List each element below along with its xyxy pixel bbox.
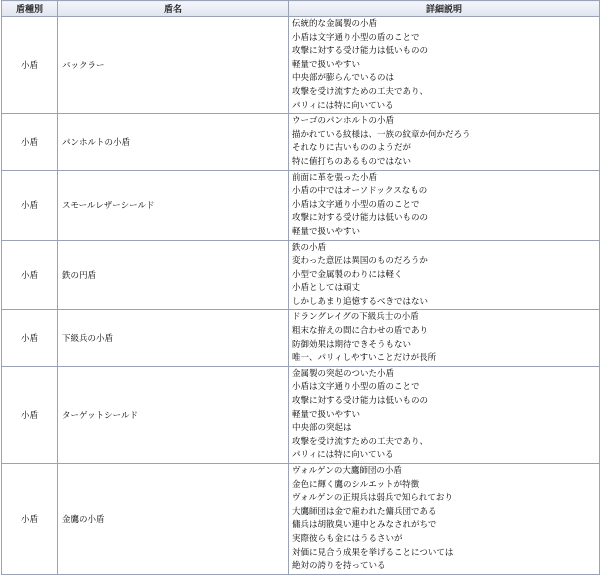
header-row (2, 1, 600, 17)
shield-type-cell: 小盾 (2, 240, 58, 310)
description-line: 金属製の突起のついた小盾 (292, 368, 395, 379)
shield-description-cell (289, 464, 600, 575)
description-line: 伝統的な金属製の小盾 (292, 19, 378, 29)
description-line: ヴォルゲンの大鷹師団の小盾 (292, 466, 402, 476)
description-line: 攻撃に対する受け能力は低いものの (292, 396, 429, 407)
description-line: 変わった意匠は異国のものだろうか (292, 256, 428, 267)
shield-description-cell (289, 17, 600, 114)
shield-description-cell (289, 310, 600, 366)
shield-type-cell: 小盾 (2, 310, 58, 366)
description-line: 唯一、パリィしやすいことだけが長所 (292, 353, 437, 364)
description-line: 攻撃を受け流すための工夫であり、 (292, 436, 429, 447)
table-row (2, 366, 600, 463)
table-row (2, 170, 600, 240)
description-line: 小型で金属製のわりには軽く (292, 269, 403, 280)
description-line: 中央部が膨らんでいるのは (292, 73, 395, 84)
description-line: 攻撃に対する受け能力は低いものの (292, 46, 429, 57)
description-line: 攻撃に対する受け能力は低いものの (292, 213, 429, 224)
shield-name-cell: 鉄の円盾 (58, 240, 289, 310)
description-line: 小盾は文字通り小型の盾のことで (292, 199, 420, 210)
description-line: 実際彼らも金にはうるさいが (292, 533, 403, 544)
shield-type-cell: 小盾 (2, 464, 58, 575)
description-line: ドラングレイグの下級兵士の小盾 (292, 312, 419, 323)
description-line: 前面に革を張った小盾 (292, 172, 378, 183)
description-line: 軽量で扱いやすい (292, 409, 361, 420)
description-line: 粗末な拵えの間に合わせの盾であり (292, 326, 429, 337)
header-type: 盾種別 (2, 1, 58, 17)
description-line: 攻撃を受け流すための工夫であり、 (292, 86, 429, 97)
description-line: それなりに古いもののようだが (292, 143, 412, 154)
description-line: パリィには特に向いている (292, 100, 394, 111)
description-line: 金色に輝く鷹のシルエットが特徴 (292, 479, 420, 490)
description-line: 絶対の誇りを持っている (292, 561, 386, 572)
shield-type-cell: 小盾 (2, 366, 58, 463)
table-row (2, 114, 600, 170)
table-row (2, 240, 600, 310)
shield-table (1, 0, 600, 575)
description-line: 対価に見合う成果を挙げることについては (292, 547, 454, 558)
shield-description-cell (289, 170, 600, 240)
shield-name-cell: 下級兵の小盾 (58, 310, 289, 366)
description-line: 軽量で扱いやすい (292, 226, 361, 237)
shield-type-cell: 小盾 (2, 17, 58, 114)
description-line: しかしあまり追憶するべきではない (292, 296, 429, 307)
description-line: 防御効果は期待できそうもない (292, 339, 412, 350)
description-line: パリィには特に向いている (292, 450, 394, 461)
shield-description-cell (289, 114, 600, 170)
shield-name-cell: パンホルトの小盾 (58, 114, 289, 170)
description-line: 描かれている紋様は、一族の紋章か何かだろう (292, 129, 471, 140)
shield-type-cell: 小盾 (2, 114, 58, 170)
table-row (2, 310, 600, 366)
shield-name-cell: 金鷹の小盾 (58, 464, 289, 575)
shield-name-cell: スモールレザーシールド (58, 170, 289, 240)
table-row (2, 464, 600, 575)
table-row (2, 17, 600, 114)
description-line: 小盾の中ではオーソドックスなもの (292, 186, 428, 197)
shield-name-cell: バックラー (58, 17, 289, 114)
header-name: 盾名 (58, 1, 289, 17)
description-line: 鉄の小盾 (292, 242, 327, 253)
description-line: 軽量で扱いやすい (292, 59, 361, 70)
description-line: ヴォルゲンの正規兵は弱兵で知られており (292, 493, 453, 504)
shield-type-cell: 小盾 (2, 170, 58, 240)
description-line: 特に値打ちのあるものではない (292, 156, 412, 167)
description-line: 小盾は文字通り小型の盾のことで (292, 32, 420, 43)
shield-name-cell: ターゲットシールド (58, 366, 289, 463)
shield-description-cell (289, 240, 600, 310)
shield-description-cell (289, 366, 600, 463)
description-line: 小盾としては頑丈 (292, 283, 361, 294)
description-line: 中央部の突起は (292, 423, 352, 434)
description-line: 大鷹師団は金で雇われた傭兵団である (292, 506, 437, 517)
header-description: 詳細説明 (289, 1, 600, 17)
description-line: 小盾は文字通り小型の盾のことで (292, 382, 420, 393)
description-line: 傭兵は胡散臭い連中とみなされがちで (292, 520, 437, 531)
description-line: ウーゴのパンホルトの小盾 (292, 116, 395, 127)
